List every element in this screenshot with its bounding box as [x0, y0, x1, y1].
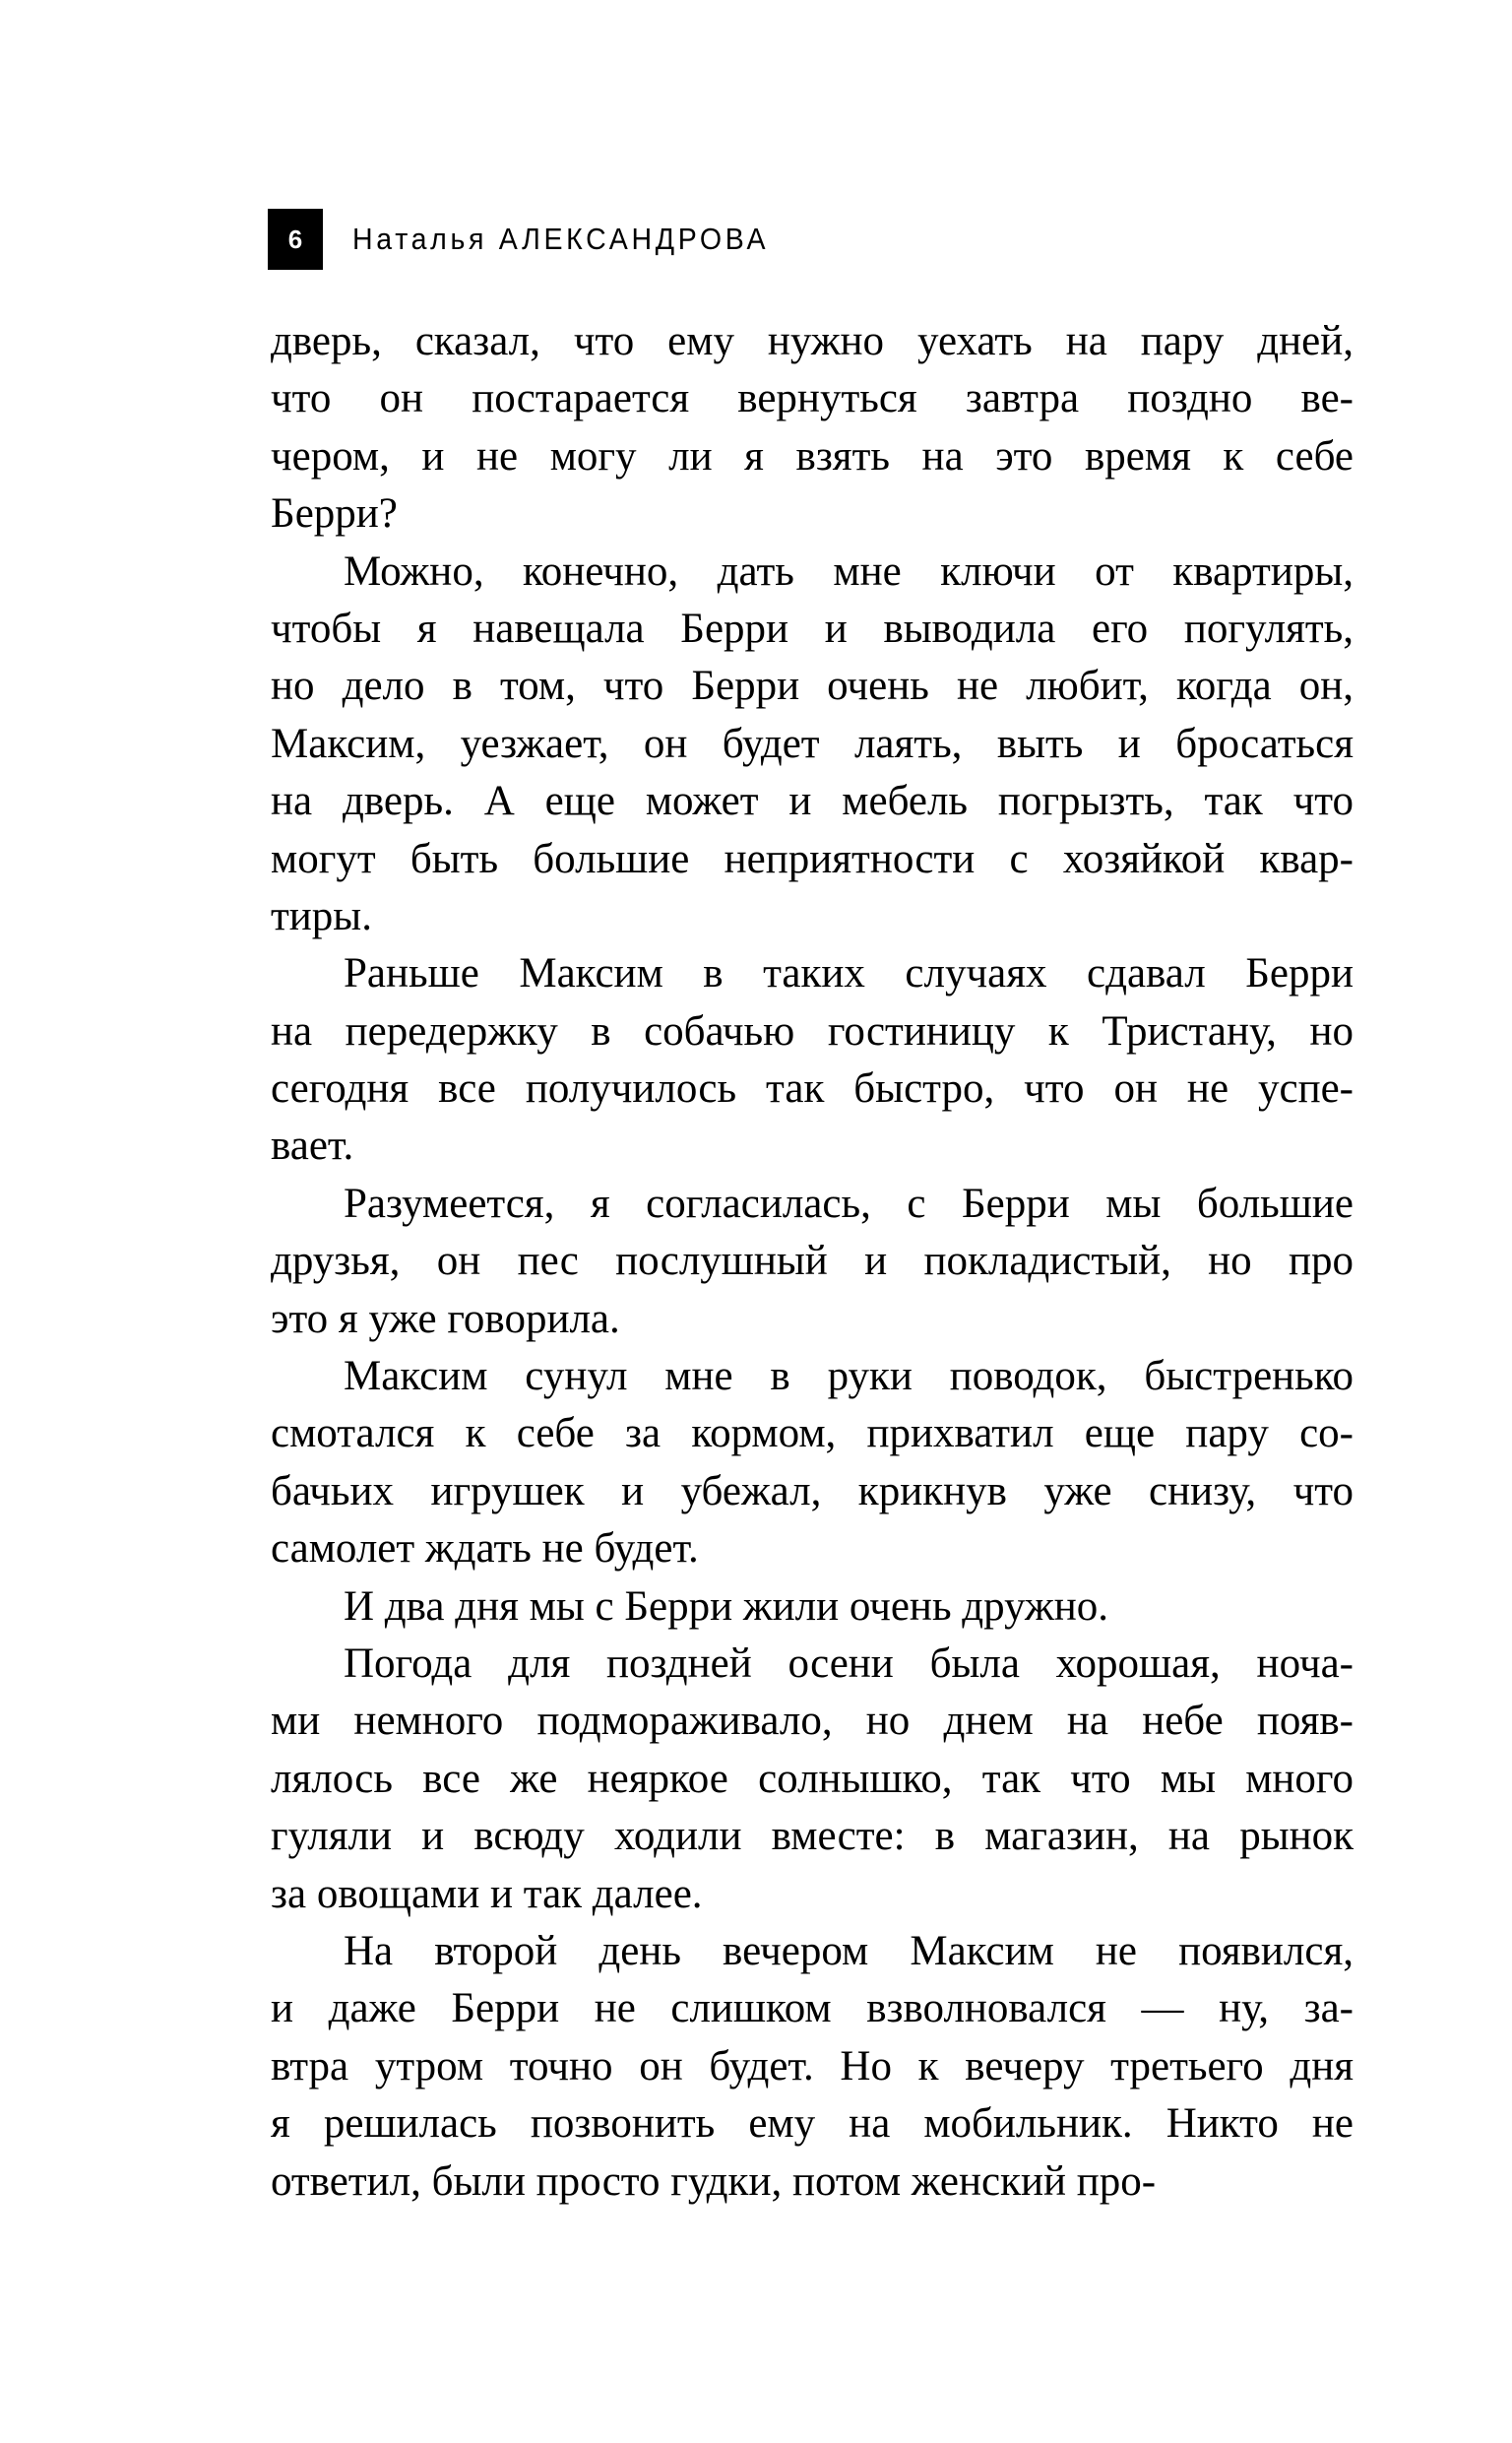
text-line: бачьих игрушек и убежал, крикнув уже снизу, что: [271, 1467, 1354, 1514]
running-head: [268, 209, 805, 270]
text-line: могут быть большие неприятности с хозяйкой квар-: [271, 835, 1354, 882]
text-line: чером, и не могу ли я взять на это время к себе: [271, 432, 1354, 480]
text-line: это я уже говорила.: [271, 1295, 620, 1342]
paragraph: [271, 544, 1354, 946]
text-line: Максим сунул мне в руки поводок, быстренько: [344, 1353, 1354, 1400]
text-line: Погода для поздней осени была хорошая, ноча-: [344, 1639, 1354, 1687]
text-line: Максим, уезжает, он будет лаять, выть и бросаться: [271, 720, 1354, 767]
text-line: На второй день вечером Максим не появился,: [344, 1927, 1354, 1974]
text-line: друзья, он пес послушный и покладистый, но про: [271, 1238, 1354, 1285]
text-line: чтобы я навещала Берри и выводила его погулять,: [271, 605, 1354, 652]
page-number-badge: 6: [268, 209, 323, 270]
text-line: ответил, были просто гудки, потом женский про-: [271, 2157, 1157, 2205]
text-line: И два дня мы с Берри жили очень дружно.: [344, 1582, 1109, 1630]
text-line: на дверь. А еще может и мебель погрызть, так что: [271, 778, 1354, 825]
text-line: Разумеется, я согласилась, с Берри мы большие: [344, 1180, 1354, 1227]
paragraph: [271, 1348, 1354, 1578]
text-line: тиры.: [271, 892, 372, 939]
paragraph: [271, 945, 1354, 1176]
text-line: Можно, конечно, дать мне ключи от квартиры,: [344, 547, 1354, 595]
text-line: смотался к себе за кормом, прихватил еще пару со-: [271, 1410, 1354, 1457]
text-line: Раньше Максим в таких случаях сдавал Берри: [344, 950, 1354, 997]
text-line: но дело в том, что Берри очень не любит, когда он,: [271, 663, 1354, 710]
text-line: лялось все же неяркое солнышко, так что мы много: [271, 1755, 1354, 1802]
body-text: [271, 313, 1354, 2211]
text-line: вает.: [271, 1123, 354, 1170]
paragraph: [271, 1176, 1354, 1348]
text-line: за овощами и так далее.: [271, 1870, 703, 1917]
text-line: гуляли и всюду ходили вместе: в магазин, на рынок: [271, 1813, 1354, 1860]
author-name: Наталья АЛЕКСАНДРОВА: [352, 222, 770, 256]
paragraph: [271, 1578, 1354, 1636]
text-line: что он постарается вернуться завтра поздно ве-: [271, 375, 1354, 422]
text-line: сегодня все получилось так быстро, что он не успе-: [271, 1065, 1354, 1113]
text-line: на передержку в собачью гостиницу к Тристану, но: [271, 1007, 1354, 1055]
text-line: Берри?: [271, 490, 398, 538]
text-line: втра утром точно он будет. Но к вечеру третьего дня: [271, 2042, 1354, 2089]
text-line: я решилась позвонить ему на мобильник. Никто не: [271, 2100, 1354, 2148]
paragraph: [271, 1923, 1354, 2211]
text-line: и даже Берри не слишком взволновался — ну, за-: [271, 1985, 1354, 2032]
paragraph: [271, 1636, 1354, 1923]
text-line: самолет ждать не будет.: [271, 1525, 699, 1573]
text-line: ми немного подмораживало, но днем на небе появ-: [271, 1698, 1354, 1745]
text-line: дверь, сказал, что ему нужно уехать на пару дней,: [271, 318, 1354, 364]
paragraph: [271, 313, 1354, 544]
